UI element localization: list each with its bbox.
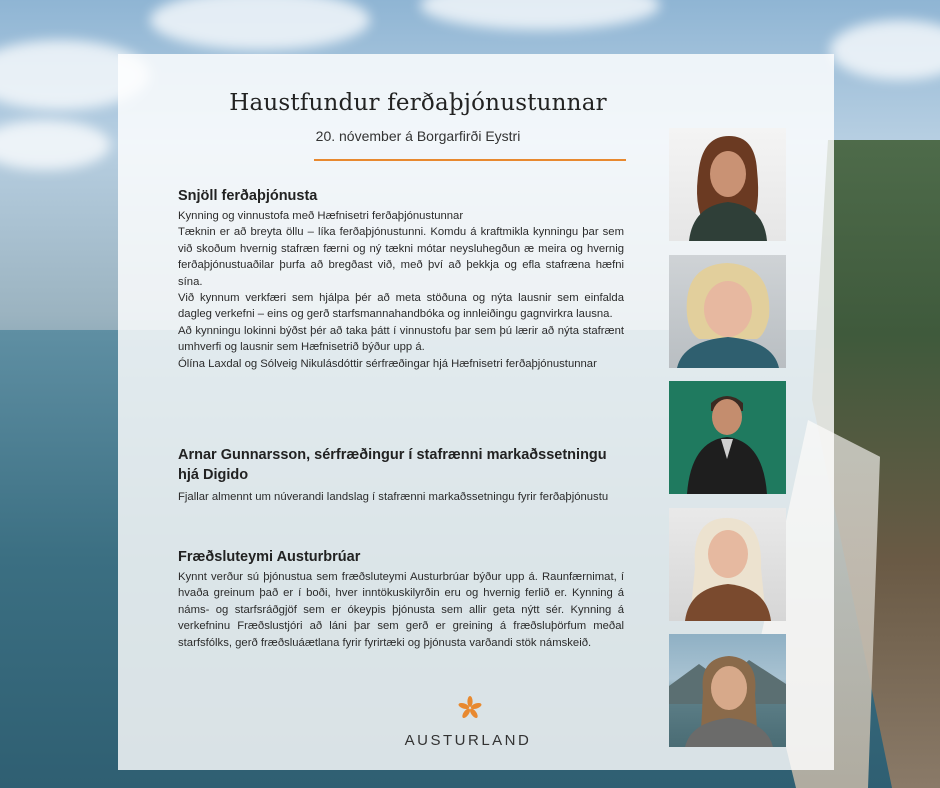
portrait-photo	[669, 381, 786, 494]
asterisk-logo-icon	[458, 696, 482, 720]
section-arnar	[178, 445, 624, 505]
cloud	[830, 20, 940, 80]
section-body	[178, 489, 624, 505]
title-divider	[314, 159, 626, 161]
section-paragraph: Fjallar almennt um núverandi landslag í stafrænni markaðssetningu fyrir ferðaþjónustu	[178, 491, 609, 503]
section-snjoll	[178, 186, 624, 372]
section-paragraph: Við kynnum verkfæri sem hjálpa þér að meta stöðuna og nýta lausnir sem einfalda dagleg verkefni – eins og gerð starfsmannahandbóka og innleiðingu gagnvirkra lausna.	[178, 292, 624, 321]
portrait-photo	[669, 508, 786, 621]
cloud	[150, 0, 370, 50]
section-paragraph: Kynning og vinnustofa með Hæfnisetri ferðaþjónustunnar	[178, 210, 464, 222]
section-paragraph: Kynnt verður sú þjónustua sem fræðsluteymi Austurbrúar býður upp á. Raunfærnimat, í hvaða greinum það er í boði, hver inntökuskilyrðin eru og hvernig ferlið er. Kynning á náms- og starfsráðgjöf sem er ókeypis þjónusta sem allir geta nýtt sér. Kynning á verkefninu Fræðslustjóri að láni þar sem gerð er greining á fræðsluþörfum meðal starfsfólks, gerð fræðsluáætlana fyrir fyrirtæki og þjónusta varðandi stök námskeið.	[178, 571, 624, 649]
content-panel	[118, 54, 834, 770]
section-body	[178, 569, 624, 651]
section-heading: Snjöll ferðaþjónusta	[178, 188, 318, 204]
page-subtitle: 20. nóvember á Borgarfirði Eystri	[315, 128, 521, 144]
cloud	[420, 0, 660, 30]
section-heading: Arnar Gunnarsson, sérfræðingur í stafrænni markaðssetningu hjá Digido	[178, 447, 607, 483]
page-title: Haustfundur ferðaþjónustunnar	[229, 90, 607, 116]
section-paragraph: Ólína Laxdal og Sólveig Nikulásdóttir sérfræðingar hjá Hæfnisetri ferðaþjónustunnar	[178, 357, 597, 370]
section-paragraph: Að kynningu lokinni býðst þér að taka þátt í vinnustofu þar sem þú lærir að nýta stafrænt umhverfi og lausnir sem Hæfnisetrið býður upp á.	[178, 324, 624, 354]
section-paragraph: Tæknin er að breyta öllu – líka ferðaþjónustunni. Komdu á kraftmikla kynningu þar sem við skoðum hvernig stafræn færni og ný tækni mótar neysluhegðun æ meira og hvernig ferðaþjónustuaðilar þurfa að bregðast við, með því að þekkja og efla stafræna hæfni sína.	[178, 226, 624, 288]
section-heading: Fræðsluteymi Austurbrúar	[178, 549, 361, 565]
portrait-photo	[669, 255, 786, 368]
cloud	[0, 120, 110, 170]
logo-text: AUSTURLAND	[404, 732, 532, 749]
section-fraedsla	[178, 547, 624, 651]
portrait-photo	[669, 634, 786, 747]
section-body	[178, 208, 624, 372]
portrait-photo	[669, 128, 786, 241]
